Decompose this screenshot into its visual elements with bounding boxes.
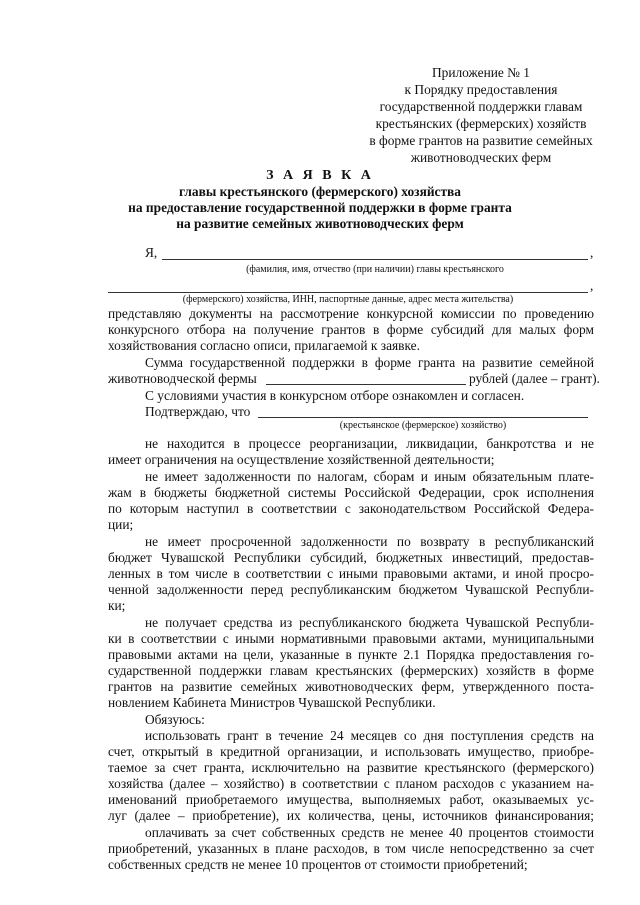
- text-line: представляю документы на рассмотрение конкурсной комиссии по проведению: [108, 306, 594, 321]
- text-line: правовыми актами на цели, указанные в пункте 2.1 Порядка предоставления го-: [108, 647, 594, 662]
- appendix-line: к Порядку предоставления: [404, 82, 558, 97]
- text-line: ки в соответствии с иными нормативными правовыми актами, муниципальными: [108, 631, 594, 646]
- text-line: конкурсного отбора на получение грантов в форме субсидий для малых форм: [108, 322, 594, 337]
- text-line: рублей (далее – грант).: [469, 371, 600, 386]
- text-line: не имеет просроченной задолженности по возврату в республиканский: [145, 534, 594, 549]
- text-line: таемое за счет гранта, исключительно на развитие крестьянского (фермерского): [108, 760, 594, 775]
- text-line: ченной задолженности перед республиканским бюджетом Чувашской Республи-: [108, 582, 594, 597]
- text-line: ции;: [108, 517, 134, 532]
- text-line: приобретений, указанных в плане расходов, в том числе непосредственно за счет: [108, 841, 594, 856]
- text-line: не находится в процессе реорганизации, ликвидации, банкротства и не: [145, 436, 594, 451]
- text-line: жам в бюджеты бюджетной системы Российской Федерации, срок исполнения: [108, 485, 594, 500]
- appendix-line: в форме грантов на развитие семейных: [369, 133, 593, 148]
- field-caption: (фамилия, имя, отчество (при наличии) главы крестьянского: [246, 264, 504, 275]
- text-line: не имеет задолженности по налогам, сборам и иным обязательным плате-: [145, 469, 594, 484]
- field-caption: (крестьянское (фермерское) хозяйство): [339, 420, 507, 431]
- appendix-line: Приложение № 1: [431, 65, 531, 80]
- farm-name-field[interactable]: [258, 417, 588, 418]
- text-line: Подтверждаю, что: [145, 404, 251, 419]
- appendix-line: животноводческих ферм: [410, 150, 552, 165]
- text-line: не получает средства из республиканского бюджета Чувашской Республи-: [145, 615, 594, 630]
- text-line: хозяйствования согласно описи, прилагаемой к заявке.: [108, 338, 420, 353]
- applicant-prefix: Я,: [145, 245, 158, 260]
- applicant-details-field[interactable]: [108, 292, 588, 293]
- text-line: оплачивать за счет собственных средств не менее 40 процентов стоимости: [145, 825, 594, 840]
- text-line: Обязуюсь:: [145, 712, 205, 727]
- text-line: хозяйства (далее – хозяйство) в соответствии с планом расходов с указанием на-: [108, 776, 594, 791]
- text-line: животноводческой фермы: [108, 371, 257, 386]
- document-title: З А Я В К А: [266, 168, 374, 183]
- text-line: ленных в том числе в соответствии с иными правовыми актами, и иной просро-: [108, 566, 594, 581]
- text-line: Сумма государственной поддержки в форме гранта на развитие семейной: [145, 355, 594, 370]
- text-line: имеет ограничения на осуществление хозяйственной деятельности;: [108, 452, 495, 467]
- text-line: именований приобретаемого имущества, выполняемых работ, оказываемых ус-: [108, 792, 594, 807]
- appendix-header: [340, 64, 622, 166]
- text-line: С условиями участия в конкурсном отборе ознакомлен и согласен.: [145, 388, 525, 403]
- text-line: по которым наступил в соответствии с законодательством Российской Федера-: [108, 501, 594, 516]
- text-line: новлением Кабинета Министров Чувашской Республики.: [108, 695, 436, 710]
- text-line: сударственной поддержки главам крестьянских (фермерских) хозяйств в форме: [108, 663, 594, 678]
- grant-amount-field[interactable]: [266, 384, 466, 385]
- text-line: луг (далее – приобретение), их количества, цены, источников финансирования;: [108, 808, 594, 823]
- text-line: грантов на развитие семейных животноводческих ферм, утвержденного поста-: [108, 679, 594, 694]
- text-line: использовать грант в течение 24 месяцев со дня поступления средств на: [145, 728, 594, 743]
- field-caption: (фермерского) хозяйства, ИНН, паспортные данные, адрес места жительства): [182, 294, 514, 305]
- text-line: ки;: [108, 598, 126, 613]
- title-line: на предоставление государственной поддержки в форме гранта: [128, 200, 512, 215]
- title-line: на развитие семейных животноводческих ферм: [176, 216, 464, 231]
- appendix-line: государственной поддержки главам: [379, 99, 583, 114]
- comma: ,: [590, 245, 594, 260]
- text-line: счет, открытый в кредитной организации, и использовать имущество, приобре-: [108, 744, 594, 759]
- comma: ,: [590, 278, 594, 293]
- applicant-name-field[interactable]: [162, 259, 588, 260]
- text-line: собственных средств не менее 10 процентов от стоимости приобретений;: [108, 857, 528, 872]
- appendix-line: крестьянских (фермерских) хозяйств: [375, 116, 587, 131]
- text-line: бюджет Чувашской Республики субсидий, бюджетных инвестиций, предостав-: [108, 550, 594, 565]
- title-line: главы крестьянского (фермерского) хозяйства: [179, 184, 461, 199]
